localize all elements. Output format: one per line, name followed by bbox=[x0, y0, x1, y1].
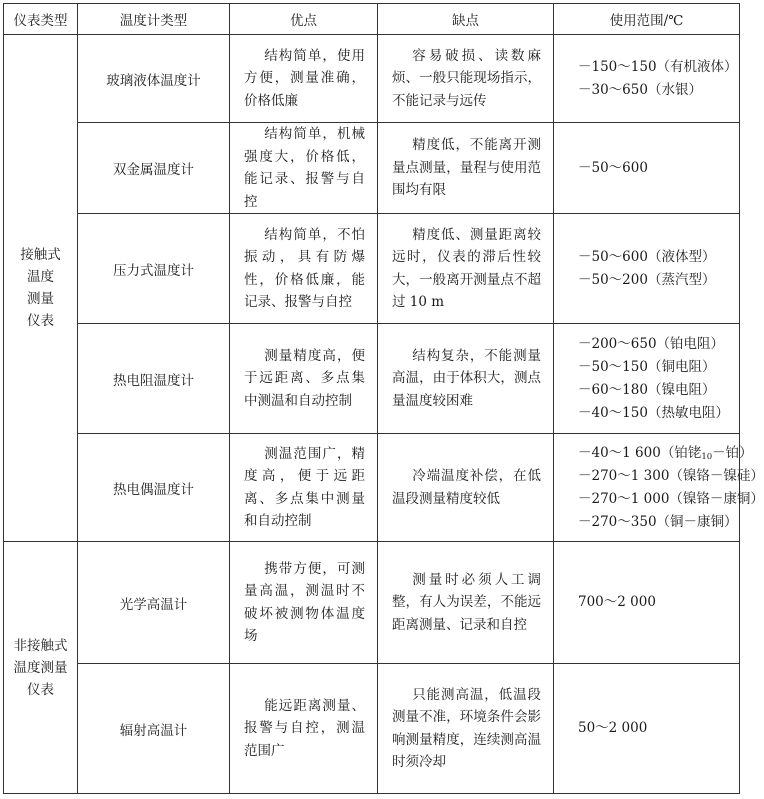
disadvantages-text: 精度低、测量距离较远时，仪表的滞后性较大，一般离开测量点不超过 10 m bbox=[392, 226, 541, 310]
range-text: －40～1 600（铂铑 bbox=[578, 444, 702, 461]
advantages-text: 携带方便，可测量高温，测温时不破坏被测物体温度场 bbox=[244, 560, 365, 644]
header-instrument-type: 仪表类型 bbox=[4, 4, 78, 35]
range-line: －270～1 000（镍铬－康铜） bbox=[578, 490, 764, 507]
thermometer-name: 玻璃液体温度计 bbox=[78, 35, 230, 123]
disadvantages-text: 精度低，不能离开测量点测量，量程与使用范围均有限 bbox=[392, 137, 541, 199]
category-line: 温度测量 bbox=[13, 659, 68, 676]
table-row bbox=[4, 324, 740, 434]
table-row bbox=[4, 542, 740, 664]
thermometer-name: 压力式温度计 bbox=[78, 214, 230, 324]
disadvantages-cell bbox=[378, 542, 554, 664]
category-line: 非接触式 bbox=[13, 637, 68, 654]
thermometer-name: 辐射高温计 bbox=[78, 664, 230, 794]
range-subscript: 10 bbox=[701, 451, 713, 462]
category-line: 仪表 bbox=[27, 313, 54, 329]
range-line: －30～650（水银） bbox=[578, 81, 702, 98]
disadvantages-cell bbox=[378, 214, 554, 324]
advantages-text: 能远距离测量、报警与自控，测温范围广 bbox=[244, 697, 365, 759]
range-cell bbox=[554, 664, 740, 794]
advantages-text: 测量精度高，便于远距离、多点集中测温和自动控制 bbox=[244, 347, 365, 409]
category-line: 仪表 bbox=[27, 681, 54, 698]
advantages-cell bbox=[230, 123, 378, 214]
table-container bbox=[3, 3, 764, 792]
range-line: 700～2 000 bbox=[578, 594, 656, 610]
table-row bbox=[4, 35, 740, 123]
range-line: －50～200（蒸汽型） bbox=[578, 271, 716, 288]
advantages-text: 结构简单，机械强度大，价格低，能记录、报警与自控 bbox=[244, 126, 365, 210]
range-line: －150～150（有机液体） bbox=[578, 58, 738, 75]
advantages-cell bbox=[230, 35, 378, 123]
range-line: －40～150（热敏电阻） bbox=[578, 404, 729, 421]
thermometer-name: 热电偶温度计 bbox=[78, 434, 230, 542]
advantages-cell bbox=[230, 434, 378, 542]
range-line: －200～650（铂电阻） bbox=[578, 335, 725, 352]
thermometer-comparison-table bbox=[3, 3, 764, 794]
range-line: －60～180（镍电阻） bbox=[578, 381, 716, 398]
header-row bbox=[4, 4, 740, 35]
disadvantages-text: 容易破损、读数麻烦、一般只能现场指示，不能记录与远传 bbox=[392, 47, 541, 109]
range-line: －270～1 300（镍铬－镍硅） bbox=[578, 467, 764, 484]
range-cell bbox=[554, 214, 740, 324]
advantages-text: 测温范围广，精度高，便于远距离、多点集中测量和自动控制 bbox=[244, 445, 365, 529]
header-range: 使用范围/℃ bbox=[554, 4, 740, 35]
category-contact bbox=[4, 35, 78, 542]
advantages-text: 结构简单，使用方便，测量准确，价格低廉 bbox=[244, 47, 365, 109]
disadvantages-text: 结构复杂，不能测量高温，由于体积大，测点量温度较困难 bbox=[392, 347, 541, 409]
header-advantages: 优点 bbox=[230, 4, 378, 35]
range-line: 50～2 000 bbox=[578, 720, 648, 736]
table-row bbox=[4, 664, 740, 794]
advantages-cell bbox=[230, 542, 378, 664]
range-line: －50～600 bbox=[578, 159, 648, 176]
disadvantages-cell bbox=[378, 664, 554, 794]
disadvantages-text: 冷端温度补偿，在低温段测量精度较低 bbox=[392, 468, 541, 507]
disadvantages-text: 只能测高温，低温段测量不准，环境条件会影响测量精度，连续测高温时须冷却 bbox=[392, 686, 541, 770]
range-cell bbox=[554, 35, 740, 123]
advantages-cell bbox=[230, 324, 378, 434]
header-disadvantages: 缺点 bbox=[378, 4, 554, 35]
disadvantages-cell bbox=[378, 123, 554, 214]
thermometer-name: 光学高温计 bbox=[78, 542, 230, 664]
header-thermometer-type: 温度计类型 bbox=[78, 4, 230, 35]
disadvantages-text: 测量时必须人工调整，有人为误差，不能远距离测量、记录和自控 bbox=[392, 571, 541, 633]
range-cell bbox=[554, 434, 764, 542]
range-text: －铂） bbox=[712, 444, 753, 461]
range-line: －50～600（液体型） bbox=[578, 248, 716, 265]
category-line: 测量 bbox=[27, 291, 54, 307]
table-row bbox=[4, 434, 740, 542]
disadvantages-cell bbox=[378, 434, 554, 542]
thermometer-name: 双金属温度计 bbox=[78, 123, 230, 214]
thermometer-name: 热电阻温度计 bbox=[78, 324, 230, 434]
disadvantages-cell bbox=[378, 324, 554, 434]
range-cell bbox=[554, 324, 740, 434]
range-line: －270～350（铜－康铜） bbox=[578, 513, 738, 530]
range-cell bbox=[554, 542, 740, 664]
table-row bbox=[4, 123, 740, 214]
advantages-cell bbox=[230, 664, 378, 794]
category-line: 接触式 bbox=[20, 247, 61, 263]
disadvantages-cell bbox=[378, 35, 554, 123]
category-line: 温度 bbox=[27, 269, 54, 285]
table-row bbox=[4, 214, 740, 324]
advantages-cell bbox=[230, 214, 378, 324]
range-line: －50～150（铜电阻） bbox=[578, 358, 716, 375]
range-line bbox=[578, 442, 753, 465]
range-cell bbox=[554, 123, 740, 214]
advantages-text: 结构简单，不怕振动，具有防爆性，价格低廉，能记录、报警与自控 bbox=[244, 226, 365, 310]
category-noncontact bbox=[4, 542, 78, 794]
